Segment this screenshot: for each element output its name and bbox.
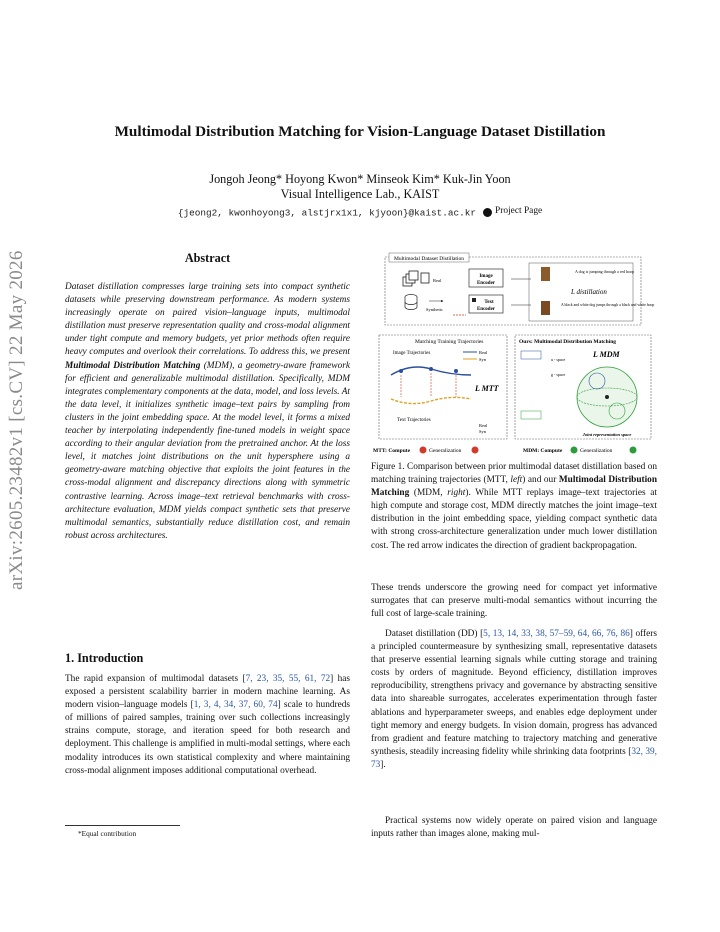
arxiv-stamp: arXiv:2605.23482v1 [cs.CV] 22 May 2026 xyxy=(6,250,27,590)
intro-heading: 1. Introduction xyxy=(65,651,144,665)
svg-text:Real: Real xyxy=(479,350,488,355)
footnote-rule xyxy=(65,825,180,826)
author-list: Jongoh Jeong* Hoyong Kwon* Minseok Kim* Kuk-Jin Yoon xyxy=(209,172,511,186)
figure-1 xyxy=(371,251,657,457)
svg-text:u - space: u - space xyxy=(551,357,566,362)
project-page-link[interactable] xyxy=(483,206,542,216)
footnote: *Equal contribution xyxy=(78,829,137,838)
citation-link[interactable]: 5, 13, 14, 33, 38, 57–59, 64, 66, 76, 86 xyxy=(483,629,630,639)
panel-mdm-title: Ours: Multimodal Distribution Matching xyxy=(519,339,617,345)
project-page-label: Project Page xyxy=(495,206,543,216)
syn-photo-thumb xyxy=(541,301,550,315)
abstract-heading: Abstract xyxy=(184,251,231,265)
svg-text:A black and white dog jumps th: A black and white dog jumps through a black and white hoop xyxy=(561,303,655,307)
svg-text:Syn: Syn xyxy=(479,429,487,434)
svg-text:Syn: Syn xyxy=(479,357,487,362)
svg-text:Joint representation space: Joint representation space xyxy=(582,432,632,437)
body-paragraph: Dataset distillation (DD) [5, 13, 14, 33, 38, 57–59, 64, 66, 76, 86] offers a principled countermeasure by synthesizing small, representative datasets that preserve essential learning signals while cutting storage and training costs by orders of magnitude. Beyond efficiency, distillation improves reproducibility, strengthens privacy and governance by abstracting sensitive data into shareable surrogates, accelerates experimentation through faster ablations and hyperparameter sweeps, and enables edge deployment under tight memory and energy budgets. In vision domain, progress has advanced from gradient and feature matching to trajectory matching and generative synthesis, steadily increasing fidelity while shrinking data footprints [32, 39, 73]. xyxy=(371,629,657,770)
body-paragraph: These trends underscore the growing need for compact yet informative surrogates that can preserve multi-modal semantics without incurring the full cost of large-scale training. xyxy=(371,583,657,620)
body-paragraph: Practical systems now widely operate on paired vision and language inputs rather than images alone, making mul- xyxy=(371,816,657,840)
svg-text:Text Trajectories: Text Trajectories xyxy=(397,418,431,423)
paper-title: Multimodal Distribution Matching for Vision-Language Dataset Distillation xyxy=(114,123,606,140)
svg-text:Real: Real xyxy=(479,423,488,428)
intro-paragraph: The rapid expansion of multimodal datasets [7, 23, 35, 55, 61, 72] has exposed a persistent scalability barrier in modern machine learning. As modern vision–language models [1, 3, 4, 34, 37, 60, 74] scale to hundreds of millions of paired samples, training over such collections increasingly strains compute, storage, and iteration speed for both research and deployment. This challenge is amplified in multi-modal settings, where each modality introduces its own statistical complexity and where maintaining cross-modal alignment imposes additional computational overhead. xyxy=(65,674,350,776)
svg-text:Real: Real xyxy=(433,278,442,283)
abstract-body: Dataset distillation compresses large training sets into compact synthetic datasets while preserving downstream performance. As modern systems increasingly operate on paired vision–language inputs, multimodal distillation must preserve representation quality and cross-modal alignment under tight compute and memory budgets, yet prior methods often require heavy computes and overlook their correlations. To address this, we present Multimodal Distribution Matching (MDM), a geometry-aware framework for efficient and generalizable multimodal distillation. Specifically, MDM integrates complementary components at the data, model, and loss levels. At the data level, it initializes synthetic image–text pairs by sampling from clusters in the joint embedding space. At the model level, it forms a mixed teacher by interpolating independently fine-tuned models in weight space according to their angular deviation from the pretrained anchor. At the loss level, it matches joint distributions on the unit hypersphere using a geometry-aware matching objective that exploits the joint features in the cross-modal alignment and discrepancy directions along with symmetric contrastive learning. Across image–text retrieval benchmarks with cross-architecture evaluation, MDM yields compact synthetic sets that preserve multimodal semantics, substantially reduce distillation cost, and remain robust across architectures. xyxy=(65,282,350,541)
svg-text:Synthetic: Synthetic xyxy=(426,307,443,312)
database-icon xyxy=(405,295,417,310)
citation-link[interactable]: 32, 39, 73 xyxy=(371,746,657,770)
svg-text:Text: Text xyxy=(484,300,494,305)
image-encoder-label: Image xyxy=(479,274,493,279)
real-photo-thumb xyxy=(541,267,550,281)
citation-link[interactable]: 7, 23, 35, 55, 61, 72 xyxy=(245,674,331,684)
svg-text:Encoder: Encoder xyxy=(476,281,496,286)
svg-text:MTT: Compute: MTT: Compute xyxy=(373,448,411,454)
citation-link[interactable]: 1, 3, 4, 34, 37, 60, 74 xyxy=(193,700,278,711)
mdm-loss: L MDM xyxy=(593,350,620,359)
svg-text:A dog is jumping through a red: A dog is jumping through a red hoop xyxy=(575,269,634,274)
figure-caption: Figure 1. Comparison between prior multimodal dataset distillation based on matching training trajectories (MTT, left) and our Multimodal Distribution Matching (MDM, right). While MTT replays image–text trajectories at high compute and storage cost, MDM directly matches the joint image–text distribution in the joint embedding space, yielding compact synthetic data with strong cross-architecture generalization under much lower distillation cost. The red arrow indicates the direction of gradient backpropagation. xyxy=(371,462,657,551)
affiliation: Visual Intelligence Lab., KAIST xyxy=(280,187,440,201)
svg-text:Encoder: Encoder xyxy=(476,307,496,312)
author-emails: {jeong2, kwonhoyong3, alstjrx1x1, kjyoon}@kaist.ac.kr xyxy=(177,207,477,219)
mtt-loss: L MTT xyxy=(475,384,499,393)
panel-top-title: Multimodal Dataset Distillation xyxy=(394,255,464,262)
svg-text:MDM: Compute: MDM: Compute xyxy=(523,448,563,454)
contact-line xyxy=(0,206,720,219)
svg-text:g - space: g - space xyxy=(551,372,566,377)
svg-text:Generalization: Generalization xyxy=(429,448,462,454)
github-icon xyxy=(483,208,492,217)
svg-text:Generalization: Generalization xyxy=(580,448,613,454)
panel-mtt-title: Matching Training Trajectories xyxy=(415,339,484,345)
distillation-loss: L distillation xyxy=(571,288,607,296)
svg-text:Image Trajectories: Image Trajectories xyxy=(393,351,431,356)
